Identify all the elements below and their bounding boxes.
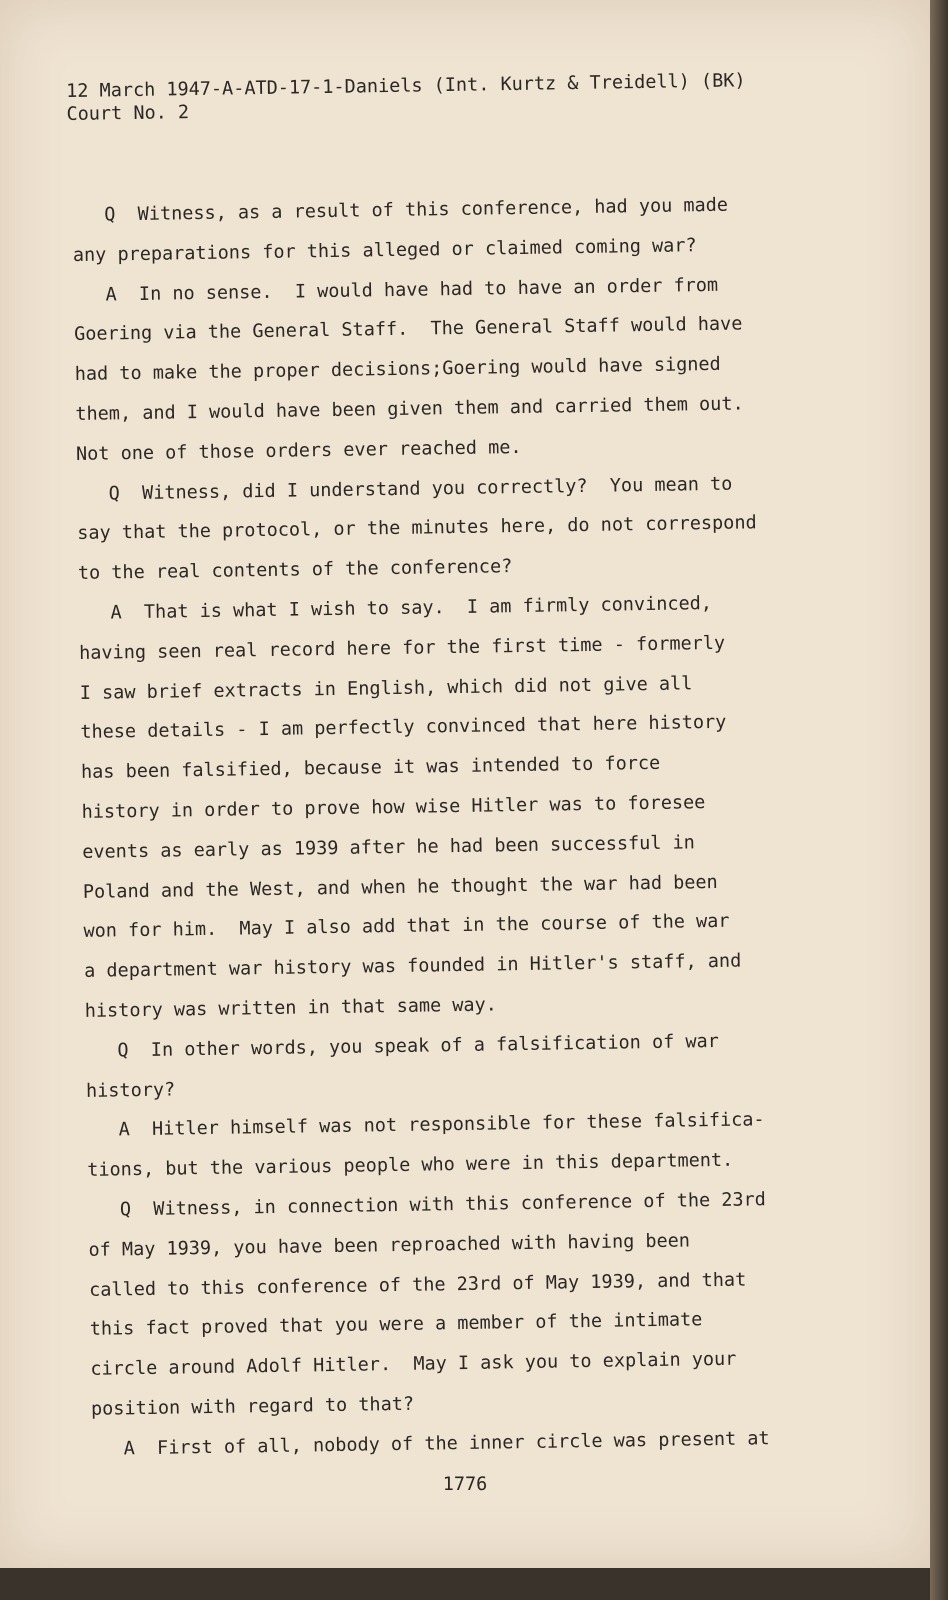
- testimony-line: A In no sense. I would have had to have an order from: [105, 274, 719, 306]
- testimony-line: tions, but the various people who were in this department.: [87, 1149, 734, 1182]
- testimony-line: say that the protocol, or the minutes here, do not correspond: [77, 512, 757, 545]
- testimony-line: to the real contents of the conference?: [77, 556, 513, 585]
- testimony-line: this fact proved that you were a member of the intimate: [89, 1309, 703, 1341]
- testimony-line: position with regard to that?: [90, 1393, 415, 1420]
- testimony-line: Goering via the General Staff. The General Staff would have: [74, 313, 743, 346]
- header-case-line: 12 March 1947-A-ATD-17-1-Daniels (Int. Kurtz & Treidell) (BK): [66, 70, 746, 102]
- testimony-line: them, and I would have been given them and carried them out.: [75, 393, 744, 425]
- testimony-line: Poland and the West, and when he thought the war had been: [82, 871, 718, 903]
- header-court-line: Court No. 2: [66, 102, 190, 125]
- testimony-line: A Hitler himself was not responsible for these falsifica-: [118, 1109, 765, 1141]
- testimony-line: I saw brief extracts in English, which did not give all: [79, 672, 693, 704]
- testimony-line: won for him. May I also add that in the course of the war: [83, 911, 730, 943]
- testimony-line: Q Witness, did I understand you correctly? You mean to: [108, 473, 733, 505]
- testimony-line: these details - I am perfectly convinced that here history: [80, 712, 727, 744]
- testimony-line: called to this conference of the 23rd of May 1939, and that: [89, 1269, 747, 1301]
- testimony-text: [72, 184, 852, 1469]
- testimony-line: Q Witness, as a result of this conference, had you made: [104, 194, 729, 226]
- testimony-line: A First of all, nobody of the inner circle was present at: [123, 1427, 770, 1460]
- page-edge: [930, 0, 948, 1600]
- testimony-line: Not one of those orders ever reached me.: [75, 436, 522, 465]
- testimony-line: any preparations for this alleged or claimed coming war?: [72, 234, 697, 266]
- testimony-line: events as early as 1939 after he had been successful in: [82, 832, 695, 863]
- testimony-line: a department war history was founded in Hitler's staff, and: [84, 950, 742, 983]
- page-bottom-edge: [0, 1568, 930, 1600]
- testimony-line: having seen real record here for the first time - formerly: [79, 632, 726, 664]
- testimony-line: history was written in that same way.: [84, 994, 498, 1022]
- page-number: 1776: [442, 1474, 488, 1495]
- testimony-line: had to make the proper decisions;Goering would have signed: [74, 354, 721, 386]
- testimony-line: of May 1939, you have been reproached with having been: [88, 1230, 691, 1261]
- testimony-line: has been falsified, because it was intended to force: [80, 752, 661, 784]
- document-header: [66, 69, 746, 126]
- testimony-line: history in order to prove how wise Hitler was to foresee: [81, 792, 706, 823]
- testimony-line: A That is what I wish to say. I am firmly convinced,: [110, 592, 713, 624]
- testimony-line: Q Witness, in connection with this conference of the 23rd: [119, 1189, 767, 1221]
- testimony-line: Q In other words, you speak of a falsification of war: [117, 1030, 719, 1062]
- testimony-line: circle around Adolf Hitler. May I ask you to explain your: [90, 1348, 737, 1380]
- testimony-line: history?: [85, 1079, 176, 1102]
